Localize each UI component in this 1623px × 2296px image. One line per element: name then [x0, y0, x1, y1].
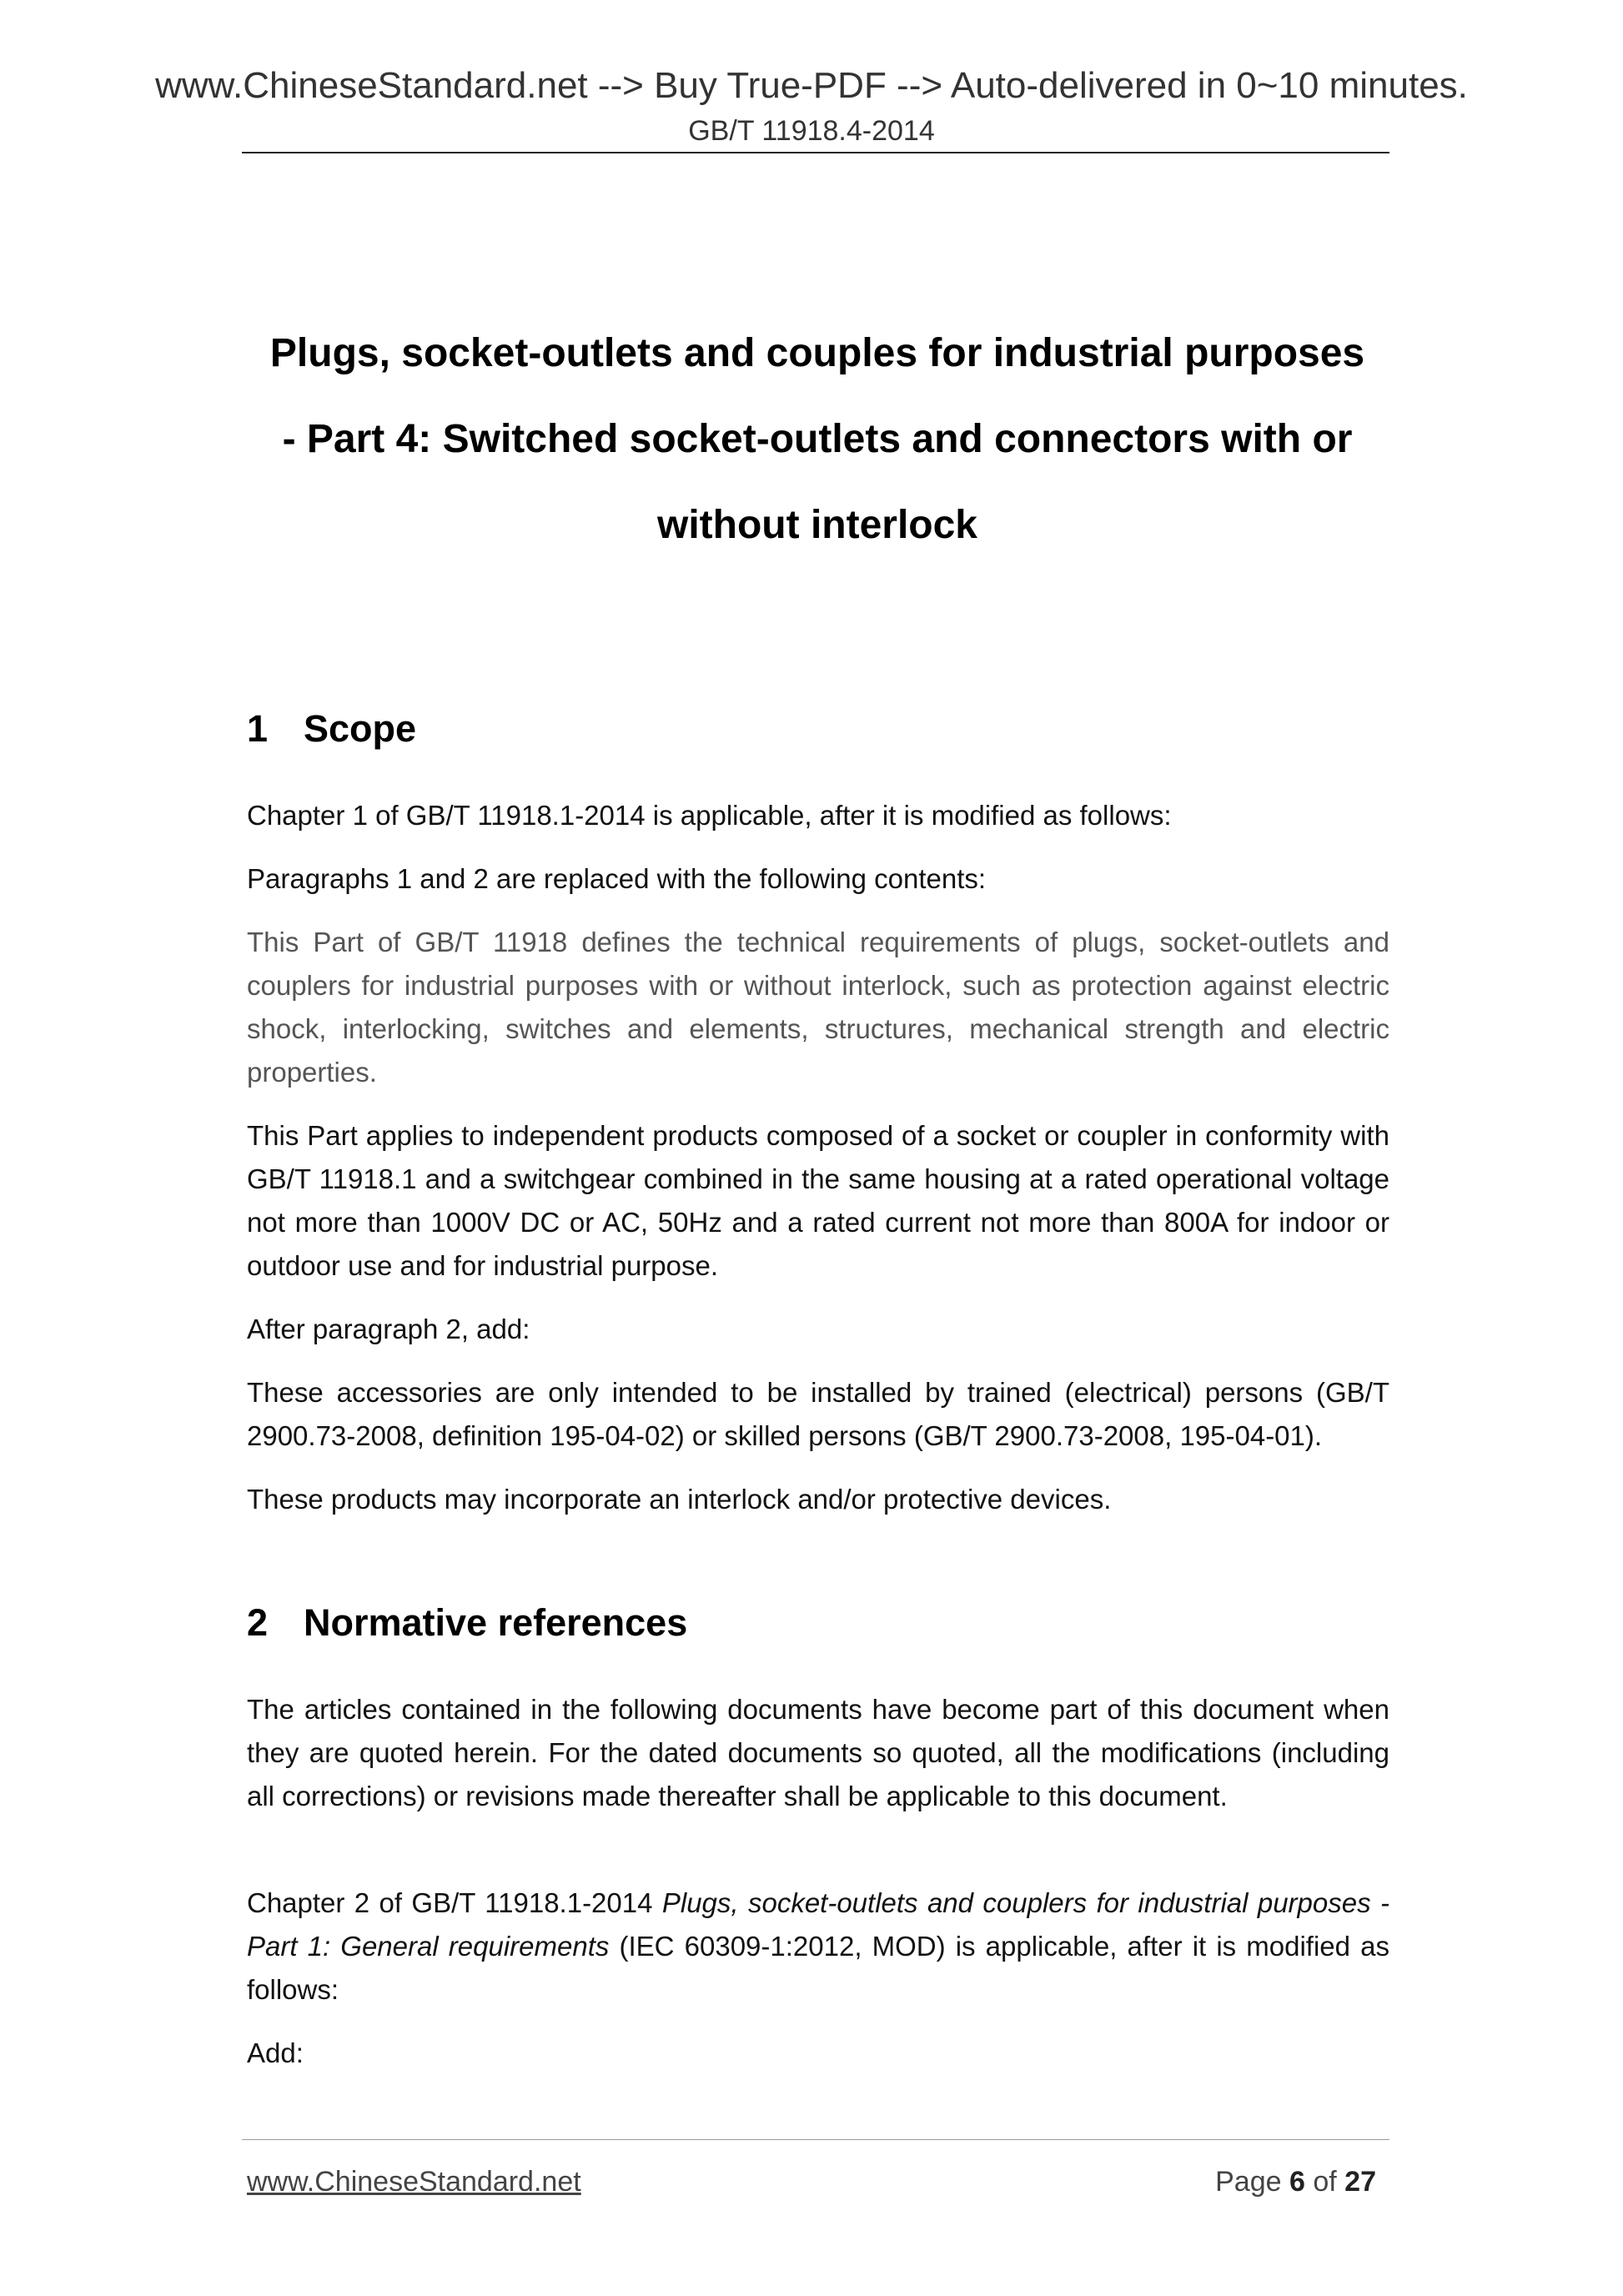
page-label: Page [1215, 2166, 1282, 2198]
section-1-number: 1 [247, 707, 269, 750]
footer-page-number [1215, 2166, 1376, 2198]
section-2-title: Normative references [304, 1601, 688, 1644]
section-2-heading [247, 1601, 687, 1645]
section-1-heading [247, 707, 416, 751]
page-of: of [1313, 2166, 1337, 2198]
section-1-title: Scope [304, 707, 417, 750]
title-line-3: without interlock [657, 503, 977, 547]
section-1-paragraph-2: Paragraphs 1 and 2 are replaced with the following contents: [247, 863, 987, 894]
page-current: 6 [1289, 2166, 1305, 2198]
page-total: 27 [1344, 2166, 1376, 2198]
section-1-paragraph-4: This Part applies to independent products composed of a socket or coupler in conformity with GB/T 11918.1 and a switchgear combined in the same housing at a rated operational voltage not more than 1000V DC or AC, 50Hz and a rated current not more than 800A for indoor or outdoor use and for industrial purpose. [247, 1120, 1389, 1281]
header-divider [242, 152, 1389, 153]
section-2-paragraph-2-suffix: (IEC 60309-1:2012, MOD) is applicable, after it is modified as follows: [247, 1931, 1389, 2005]
title-line-1: Plugs, socket-outlets and couples for industrial purposes [269, 331, 1365, 375]
title-line-2: - Part 4: Switched socket-outlets and connectors with or [282, 417, 1353, 461]
section-2-paragraph-2 [247, 1882, 1389, 2012]
section-2-number: 2 [247, 1601, 269, 1644]
header-banner: www.ChineseStandard.net --> Buy True-PDF --> Auto-delivered in 0~10 minutes. [155, 65, 1468, 106]
section-2-paragraph-2-prefix: Chapter 2 of GB/T 11918.1-2014 [247, 1887, 662, 1918]
document-title [225, 310, 1409, 568]
header-standard-code: GB/T 11918.4-2014 [688, 115, 935, 147]
section-1-paragraph-5: After paragraph 2, add: [247, 1314, 530, 1344]
section-1-paragraph-6: These accessories are only intended to be installed by trained (electrical) persons (GB/T 2900.73-2008, definition 195-04-02) or skilled persons (GB/T 2900.73-2008, 195-04-01). [247, 1377, 1389, 1451]
section-2-cited-title: Plugs, socket-outlets and couplers for industrial purposes - Part 1: General requirements [247, 1887, 1389, 1962]
footer-site-link[interactable]: www.ChineseStandard.net [247, 2166, 581, 2198]
section-2-paragraph-3: Add: [247, 2037, 304, 2068]
section-1-paragraph-1: Chapter 1 of GB/T 11918.1-2014 is applicable, after it is modified as follows: [247, 800, 1172, 831]
section-1-paragraph-7: These products may incorporate an interlock and/or protective devices. [247, 1484, 1112, 1515]
footer-divider [242, 2139, 1389, 2140]
section-1-paragraph-3: This Part of GB/T 11918 defines the technical requirements of plugs, socket-outlets and couplers for industrial purposes with or without interlock, such as protection against electric shock, interlocking, switches and elements, structures, mechanical strength and electric properties. [247, 927, 1389, 1088]
section-2-paragraph-1: The articles contained in the following documents have become part of this document when they are quoted herein. For the dated documents so quoted, all the modifications (including all corrections) or revisions made thereafter shall be applicable to this document. [247, 1694, 1389, 1811]
